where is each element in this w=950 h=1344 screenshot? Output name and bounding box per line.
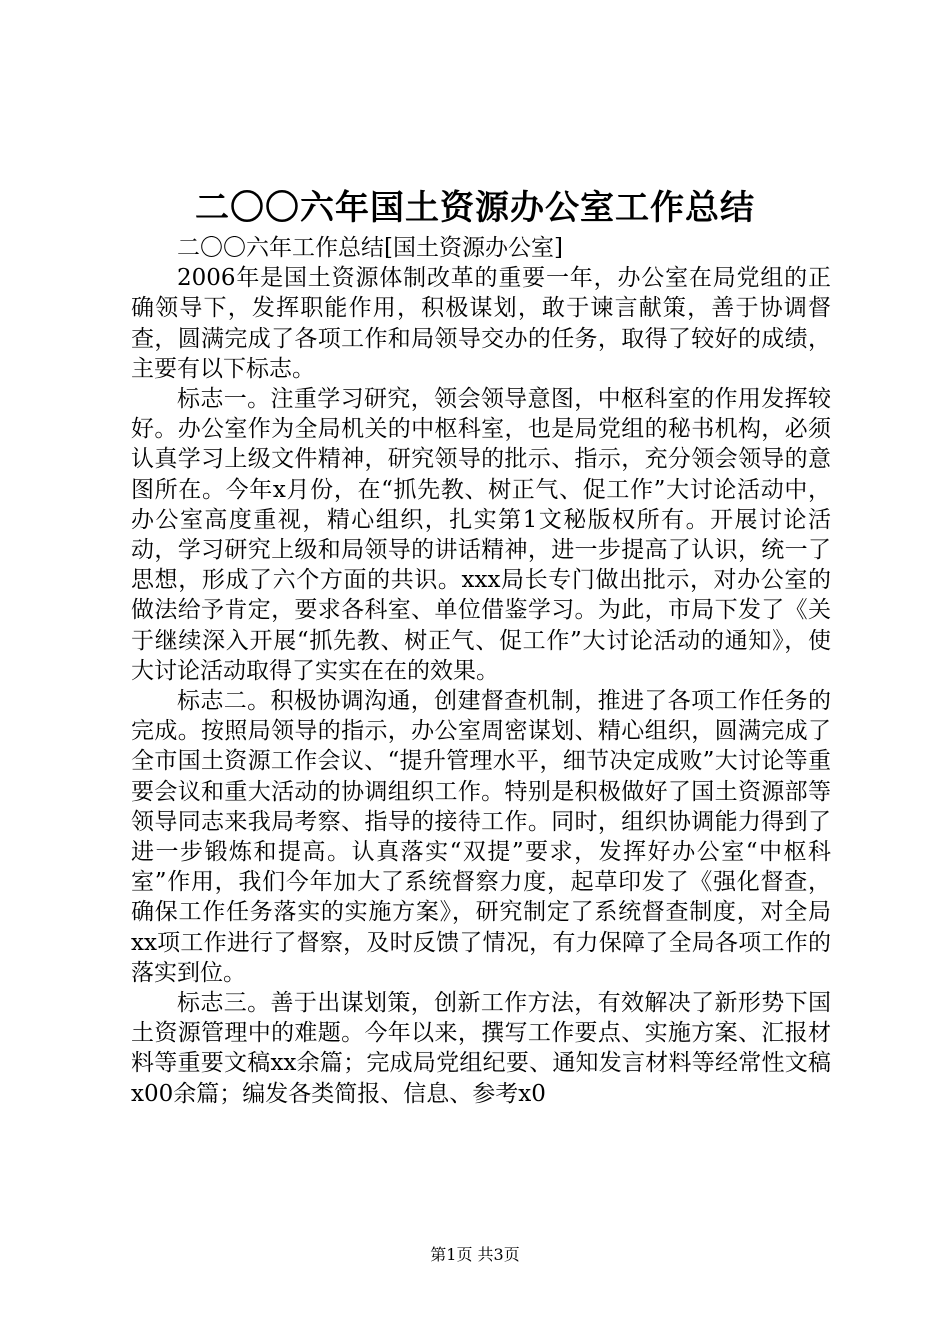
document-body	[131, 233, 831, 1109]
paragraph-intro: 2006年是国土资源体制改革的重要一年，办公室在局党组的正确领导下，发挥职能作用，积极谋划，敢于谏言献策，善于协调督查，圆满完成了各项工作和局领导交办的任务，取得了较好的成绩，主要有以下标志。	[131, 265, 831, 382]
page-footer: 第1页 共3页	[430, 1245, 520, 1264]
paragraph-mark-two: 标志二。积极协调沟通，创建督查机制，推进了各项工作任务的完成。按照局领导的指示，办公室周密谋划、精心组织，圆满完成了全市国土资源工作会议、“提升管理水平，细节决定成败”大讨论等重要会议和重大活动的协调组织工作。特别是积极做好了国土资源部等领导同志来我局考察、指导的接待工作。同时，组织协调能力得到了进一步锻炼和提高。认真落实“双提”要求，发挥好办公室“中枢科室”作用，我们今年加大了系统督察力度，起草印发了《强化督查，确保工作任务落实的实施方案》，研究制定了系统督查制度，对全局xx项工作进行了督察，及时反馈了情况，有力保障了全局各项工作的落实到位。	[131, 688, 831, 986]
document-title: 二〇〇六年国土资源办公室工作总结	[195, 188, 755, 228]
paragraph-mark-three: 标志三。善于出谋划策，创新工作方法，有效解决了新形势下国土资源管理中的难题。今年以来，撰写工作要点、实施方案、汇报材料等重要文稿xx余篇；完成局党组纪要、通知发言材料等经常性文稿x00余篇；编发各类简报、信息、参考x0	[131, 990, 831, 1107]
document-subtitle: 二〇〇六年工作总结[国土资源办公室]	[177, 235, 563, 261]
paragraph-mark-one: 标志一。注重学习研究，领会领导意图，中枢科室的作用发挥较好。办公室作为全局机关的中枢科室，也是局党组的秘书机构，必须认真学习上级文件精神，研究领导的批示、指示，充分领会领导的意图所在。今年x月份，在“抓先教、树正气、促工作”大讨论活动中，办公室高度重视，精心组织，扎实第1文秘版权所有。开展讨论活动，学习研究上级和局领导的讲话精神，进一步提高了认识，统一了思想，形成了六个方面的共识。xxx局长专门做出批示，对办公室的做法给予肯定，要求各科室、单位借鉴学习。为此，市局下发了《关于继续深入开展“抓先教、树正气、促工作”大讨论活动的通知》，使大讨论活动取得了实实在在的效果。	[131, 386, 831, 684]
